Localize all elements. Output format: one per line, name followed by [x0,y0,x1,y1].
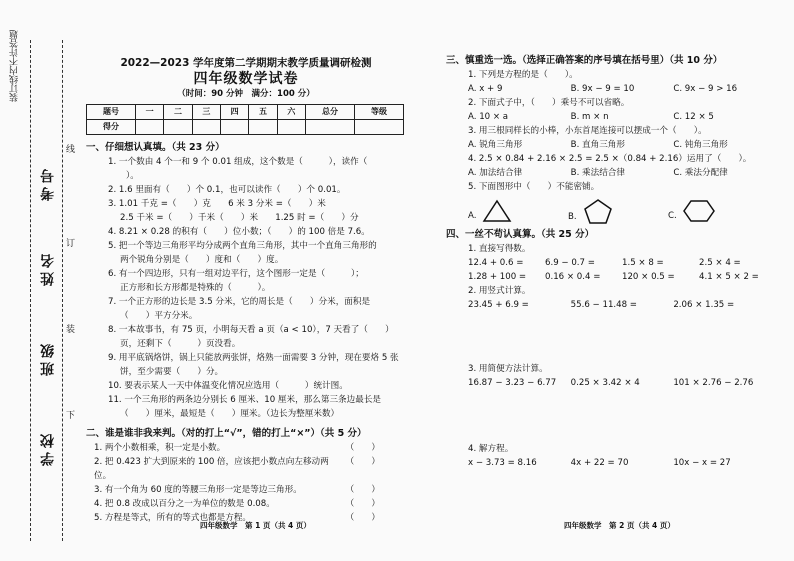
question-line: 饼，至少需要（ ）分。 [120,367,224,377]
hexagon-icon [683,199,715,223]
calc-row [446,298,776,312]
answer-bracket[interactable]: （ ） [345,513,380,523]
score-cell: 三 [192,105,220,120]
name-label: 姓名 [40,250,56,286]
question-line: 2. 1.6 里面有（ ）个 0.1，也可以读作（ ）个 0.01。 [108,185,346,195]
choice-options [446,82,776,96]
score-table-header-row [87,105,404,120]
judge-text: 3. 有一个角为 60 度的等腰三角形一定是等边三角形。 [94,485,302,495]
choice-question: 5. 下面图形中（ ）不能密铺。 [468,182,600,192]
score-cell[interactable] [354,120,403,135]
cut-char: 线 [66,145,76,155]
option-c[interactable]: C. 钝角三角形 [673,140,728,150]
cut-char: 下 [66,411,76,421]
option-c[interactable]: C. 12 × 5 [673,112,714,122]
shape-options [446,198,776,224]
option-b[interactable]: B. 9x − 9 = 10 [570,84,635,94]
answer-bracket[interactable]: （ ） [345,457,380,467]
calc-item: 2.06 × 1.35 = [673,300,735,310]
question-line: （ ）厘米，最短是（ ）厘米。（边长为整厘米数） [120,409,340,419]
calc-part-title: 1. 直接写得数。 [468,244,531,254]
calc-item: 6.9 − 0.7 = [545,258,595,268]
cut-char: 装 [66,325,76,335]
question-line: 页，还剩下（ ）页没看。 [120,339,241,349]
option-a[interactable]: A. x + 9 [468,84,503,94]
calc-part-title: 4. 解方程。 [468,444,514,454]
calc-row [446,456,776,470]
judge-item [86,455,406,483]
binding-line [30,40,31,541]
binding-margin [0,0,80,561]
choice-question: 3. 用三根同样长的小棒，小东首尾连接可以摆成一个（ ）。 [468,126,707,136]
question-line: 6. 有一个四边形，只有一组对边平行，这个图形一定是（ ）； [108,269,364,279]
calc-item: 101 × 2.76 − 2.76 [673,378,754,388]
score-table [86,104,404,135]
question-line: 8. 一本故事书，有 75 页，小明每天看 a 页（a < 10），7 天看了（ ） [108,325,394,335]
option-b[interactable] [568,198,668,224]
calc-item: 4.1 × 5 × 2 = [699,272,759,282]
judge-item [86,483,406,497]
judge-text: 1. 两个小数相乘，积一定是小数。 [94,443,226,453]
score-table-score-row [87,120,404,135]
question-line: 3. 1.01 千克 =（ ）克 6 米 3 分米 =（ ）米 [108,199,326,209]
work-space[interactable] [446,312,776,362]
question-line: 7. 一个正方形的边长是 3.5 分米，它的周长是（ ）分米，面积是 [108,297,371,307]
option-b[interactable]: B. 直角三角形 [570,140,625,150]
option-label: A. [468,211,477,221]
calc-item: 4x + 22 = 70 [570,458,629,468]
question-line: 正方形和长方形都是特殊的（ ）。 [120,283,271,293]
section-3-title: 三、慎重选一选。（选择正确答案的序号填在括号里）（共 10 分） [446,55,723,66]
choice-question: 2. 下面式子中，（ ）乘号不可以省略。 [468,98,630,108]
choice-options [446,166,776,180]
option-label: B. [568,212,577,222]
question-line: 1. 一个数由 4 个一和 9 个 0.01 组成，这个数是（ ），读作（ [108,157,394,167]
work-space[interactable] [446,390,776,442]
school-label: 学校 [40,430,56,466]
choice-question: 4. 2.5 × 0.84 + 2.16 × 2.5 = 2.5 ×（0.84 + 2.16）运用了（ ）。 [468,154,752,164]
question-line: 9. 用平底锅烙饼，锅上只能放两张饼，烙熟一面需要 3 分钟，现在要烙 5 张 [108,353,399,363]
answer-bracket[interactable]: （ ） [345,485,380,495]
answer-bracket[interactable]: （ ） [345,443,380,453]
score-cell: 二 [164,105,192,120]
calc-item: x − 3.73 = 8.16 [468,458,537,468]
class-label: 班级 [40,340,56,376]
page-footer-left: 四年级数学 第 1 页（共 4 页） [200,521,311,530]
exam-subtitle: 四年级数学试卷 [193,71,299,87]
question-line: 两个锐角分别是（ ）度和（ ）度。 [120,255,284,265]
option-a[interactable]: A. 锐角三角形 [468,140,523,150]
score-cell[interactable] [220,120,248,135]
option-a[interactable]: A. 加法结合律 [468,168,523,178]
score-cell: 四 [220,105,248,120]
question-line: 11. 一个三角形的两条边分别长 6 厘米、10 厘米，那么第三条边最长是 [108,395,382,405]
id-label: 考号 [40,165,56,201]
pentagon-icon [583,198,613,224]
calc-item: 1.28 + 100 = [468,272,527,282]
question-line: 5. 把一个等边三角形平均分成两个直角三角形，其中一个直角三角形的 [108,241,377,251]
calc-row [446,270,776,284]
exam-meta: （时间：90 分钟 满分：100 分） [177,89,315,99]
question-line: 4. 8.21 × 0.28 的积有（ ）位小数；（ ）的 100 倍是 7.6。 [108,227,370,237]
choice-options [446,138,776,152]
score-cell[interactable] [135,120,163,135]
score-cell: 得分 [87,120,136,135]
binding-note: 装订线内不许答题 [10,30,20,102]
cut-char: 订 [66,239,76,249]
score-cell: 六 [277,105,305,120]
question-line: 10. 要表示某人一天中体温变化情况应选用（ ）统计图。 [108,381,348,391]
calc-item: 10x − x = 27 [673,458,731,468]
question-line: ）。 [126,171,139,181]
choice-question: 1. 下列是方程的是（ ）。 [468,70,578,80]
option-a[interactable] [468,199,568,223]
score-cell[interactable] [306,120,355,135]
option-b[interactable]: B. 乘法结合律 [570,168,625,178]
calc-item: 120 × 0.5 = [622,272,675,282]
score-cell[interactable] [192,120,220,135]
score-cell[interactable] [277,120,305,135]
calc-item: 55.6 − 11.48 = [570,300,638,310]
option-b[interactable]: B. m × n [570,112,609,122]
section-1-title: 一、仔细想认真填。（共 23 分） [86,142,225,153]
calc-item: 0.25 × 3.42 × 4 [570,378,640,388]
calc-row [446,256,776,270]
question-line: 2.5 千米 =（ ）千米（ ）米 1.25 时 =（ ）分 [120,213,359,223]
score-cell[interactable] [249,120,277,135]
exam-title: 2022—2023 学年度第二学期期末教学质量调研检测 [120,57,372,69]
right-column [446,0,776,470]
score-cell: 等级 [354,105,403,120]
judge-text: 4. 把 0.8 改成以百分之一为单位的数是 0.08。 [94,499,275,509]
calc-item: 23.45 + 6.9 = [468,300,529,310]
option-label: C. [668,211,677,221]
calc-item: 1.5 × 8 = [622,258,664,268]
answer-bracket[interactable]: （ ） [345,499,380,509]
calc-item: 16.87 − 3.23 − 6.77 [468,378,557,388]
calc-row [446,376,776,390]
option-c[interactable] [668,199,768,223]
calc-item: 2.5 × 4 = [699,258,741,268]
question-line: （ ）平方分米。 [120,311,198,321]
score-cell: 一 [135,105,163,120]
score-cell: 总分 [306,105,355,120]
calc-item: 0.16 × 0.4 = [545,272,601,282]
calc-item: 12.4 + 0.6 = [468,258,524,268]
triangle-icon [482,199,512,223]
calc-part-title: 2. 用竖式计算。 [468,286,531,296]
calc-part-title: 3. 用简便方法计算。 [468,364,548,374]
score-cell: 题号 [87,105,136,120]
section-2-title: 二、谁是谁非我来判。（对的打上“√”，错的打上“×”）（共 5 分） [86,428,367,439]
section-4-title: 四、一丝不苟认真算。（共 25 分） [446,229,595,240]
choice-options [446,110,776,124]
judge-item [86,497,406,511]
option-c[interactable]: C. 9x − 9 > 16 [673,84,738,94]
left-column [86,0,406,525]
binding-line [62,40,63,541]
judge-text: 2. 把 0.423 扩大到原来的 100 倍，应该把小数点向左移动两位。 [94,457,329,481]
score-cell: 五 [249,105,277,120]
score-cell[interactable] [164,120,192,135]
page-footer-right: 四年级数学 第 2 页（共 4 页） [564,521,675,530]
judge-text: 5. 方程是等式，所有的等式也都是方程。 [94,513,252,523]
option-a[interactable]: A. 10 × a [468,112,509,122]
option-c[interactable]: C. 乘法分配律 [673,168,728,178]
judge-item [86,441,406,455]
